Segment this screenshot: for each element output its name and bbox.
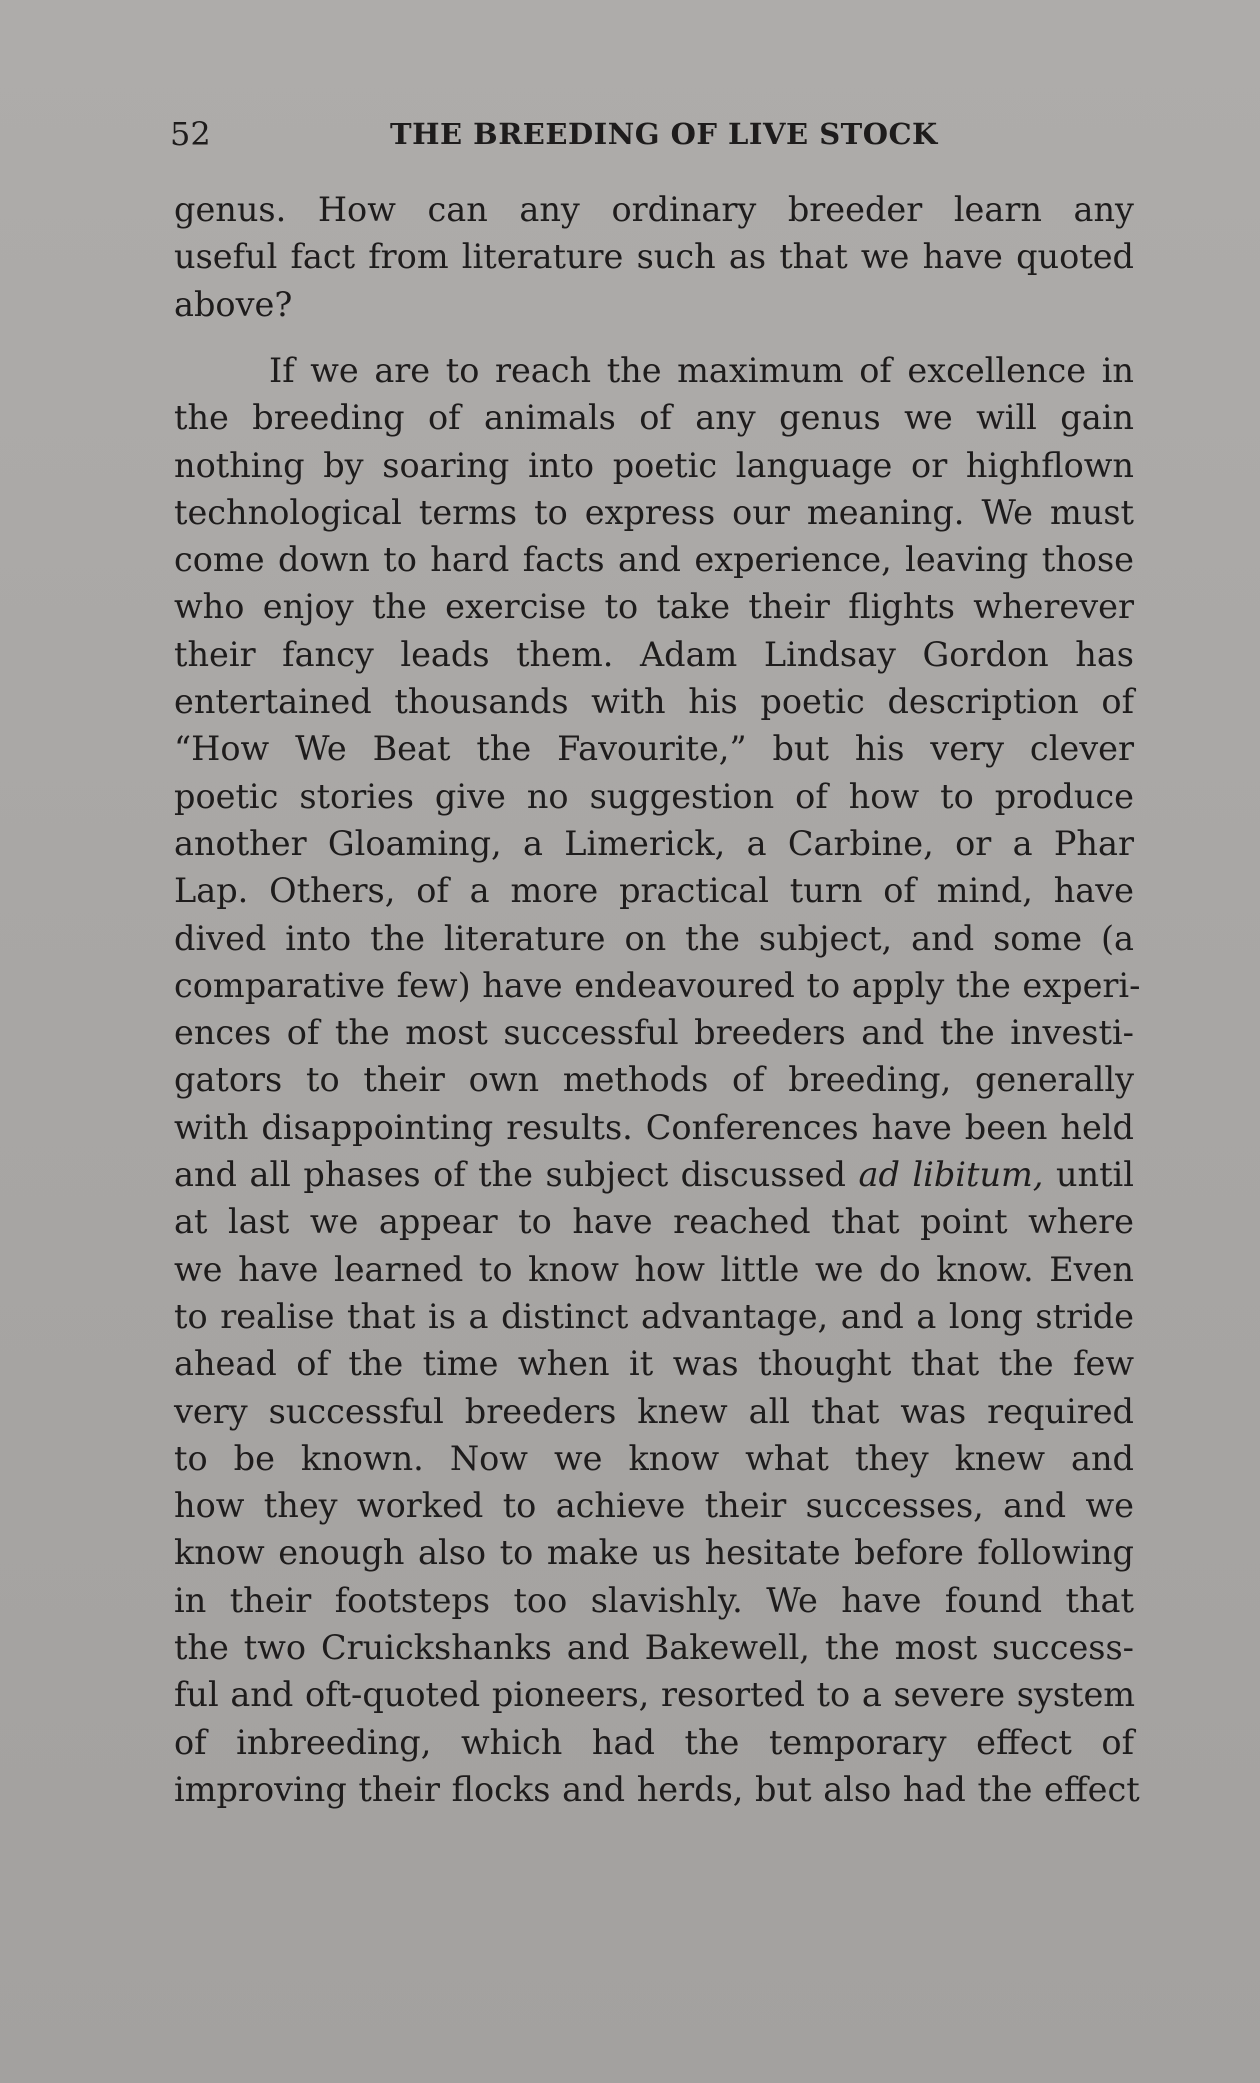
text-fragment: and all phases of the subject discussed xyxy=(174,1155,859,1195)
paragraph-2 xyxy=(174,347,1141,1813)
text-line: dived into the literature on the subject, and some (a xyxy=(174,918,1134,958)
text-line: poetic stories give no suggestion of how to produce xyxy=(174,776,1134,816)
running-head: THE BREEDING OF LIVE STOCK xyxy=(390,117,938,151)
text-line: gators to their own methods of breeding, generally xyxy=(174,1060,1134,1100)
text-line: technological terms to express our meaning. We must xyxy=(174,492,1134,532)
text-line: of inbreeding, which had the temporary effect of xyxy=(174,1722,1134,1762)
text-line: ful and oft-quoted pioneers, resorted to a severe system xyxy=(174,1675,1136,1715)
text-line: If we are to reach the maximum of excellence in xyxy=(269,351,1134,390)
text-fragment: until xyxy=(1043,1155,1134,1195)
text-line: comparative few) have endeavoured to apply the experi- xyxy=(174,965,1141,1005)
italic-phrase: ad libitum, xyxy=(858,1155,1044,1195)
text-line: their fancy leads them. Adam Lindsay Gordon has xyxy=(174,634,1134,674)
text-line: nothing by soaring into poetic language or highflown xyxy=(174,445,1134,485)
text-line: improving their flocks and herds, but also had the effect xyxy=(174,1769,1140,1809)
text-line: the breeding of animals of any genus we will gain xyxy=(174,398,1134,438)
text-line: we have learned to know how little we do know. Even xyxy=(174,1249,1134,1289)
page-header xyxy=(170,114,1130,154)
text-line: another Gloaming, a Limerick, a Carbine, or a Phar xyxy=(174,823,1134,863)
text-line: ences of the most successful breeders and the investi- xyxy=(174,1013,1134,1053)
text-line: useful fact from literature such as that we have quoted xyxy=(174,237,1134,277)
text-line: come down to hard facts and experience, leaving those xyxy=(174,540,1134,580)
text-line: very successful breeders knew all that was required xyxy=(174,1391,1134,1431)
page-number: 52 xyxy=(170,115,211,153)
text-line: Lap. Others, of a more practical turn of mind, have xyxy=(174,871,1134,911)
text-line: ahead of the time when it was thought that the few xyxy=(174,1344,1134,1384)
text-line: to be known. Now we know what they knew and xyxy=(174,1438,1134,1478)
text-line: above? xyxy=(174,284,293,324)
text-line: how they worked to achieve their successes, and we xyxy=(174,1486,1134,1526)
text-line: in their footsteps too slavishly. We have found that xyxy=(174,1580,1134,1620)
text-line: know enough also to make us hesitate before following xyxy=(174,1533,1134,1573)
text-line: with disappointing results. Conferences have been held xyxy=(174,1107,1134,1147)
text-line: at last we appear to have reached that point where xyxy=(174,1202,1134,1242)
text-line: “How We Beat the Favourite,” but his very clever xyxy=(174,729,1134,769)
text-line: to realise that is a distinct advantage, and a long stride xyxy=(174,1296,1134,1336)
text-line: the two Cruickshanks and Bakewell, the most success- xyxy=(174,1628,1134,1668)
paragraph-1 xyxy=(174,186,1134,328)
text-line: genus. How can any ordinary breeder learn any xyxy=(174,190,1134,229)
text-line: who enjoy the exercise to take their flights wherever xyxy=(174,587,1134,627)
text-line-with-italic xyxy=(174,1151,1134,1198)
text-line: entertained thousands with his poetic description of xyxy=(174,682,1134,722)
